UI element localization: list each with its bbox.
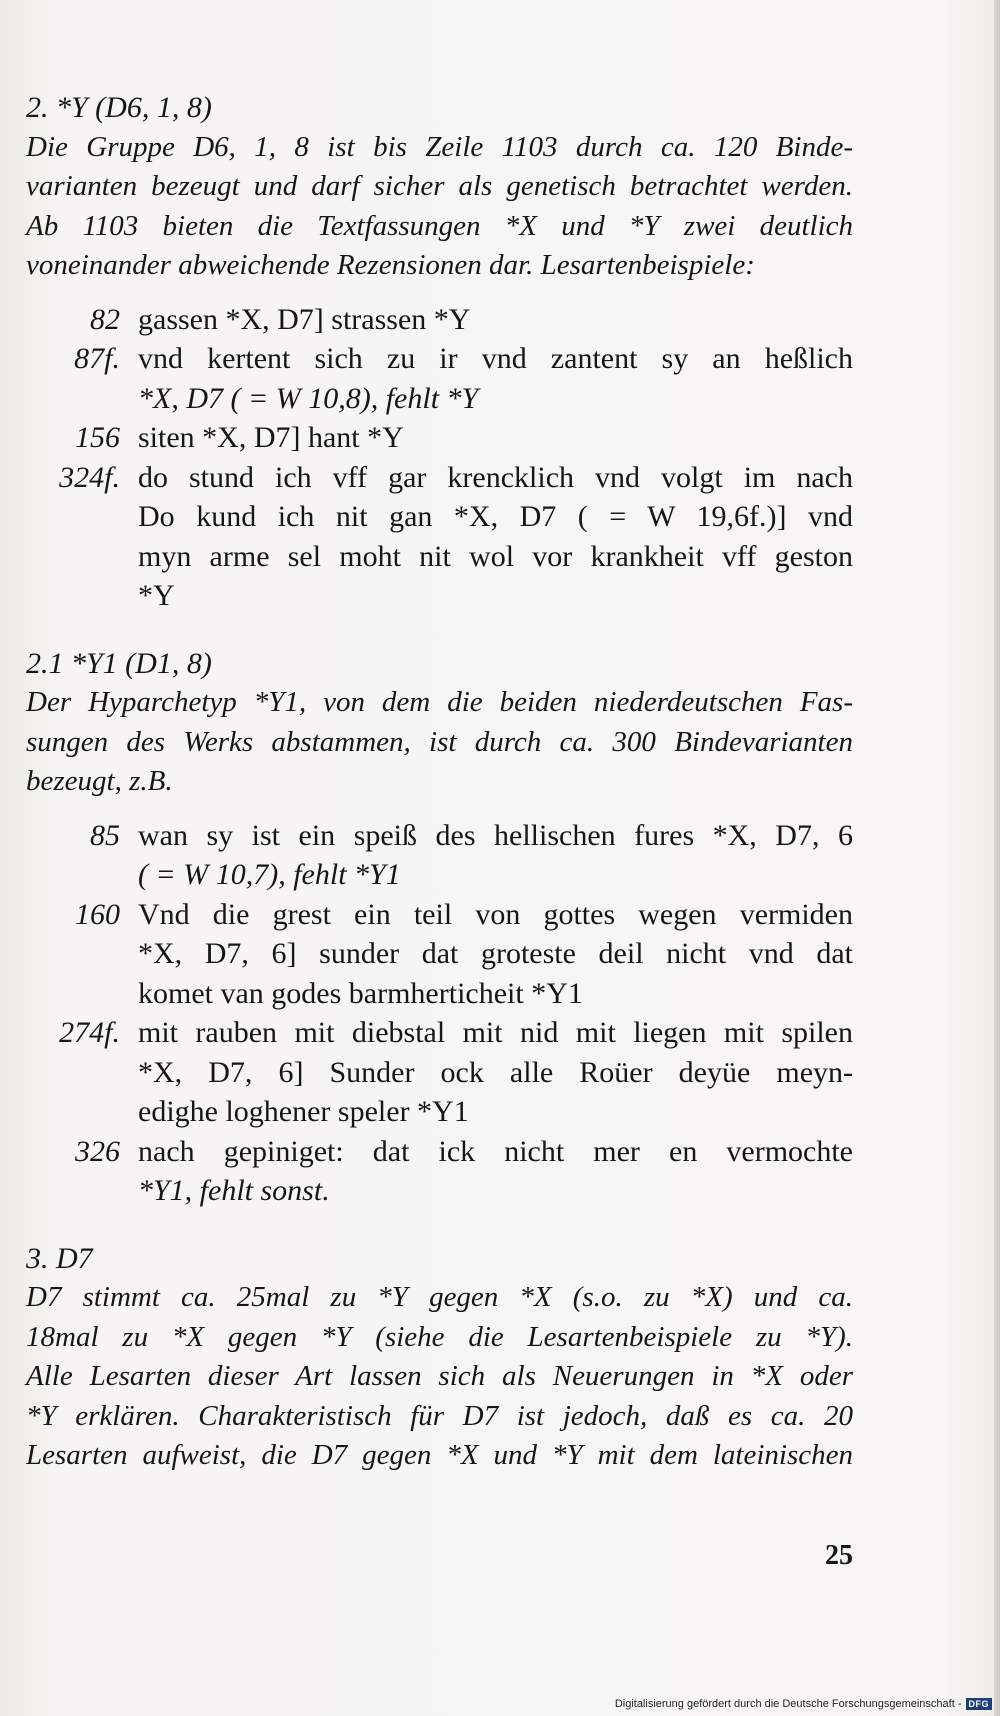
variant-text: *Y [138,579,175,612]
paragraph-line: bezeugt, z.B. [26,765,173,797]
variant-text: wan sy ist ein speiß des hellischen fures *X, D7, 6 [138,818,853,852]
paragraph-line: sungen des Werks abstammen, ist durch ca. 300 Bindevarianten [26,725,853,758]
variant-text: mit rauben mit diebstal mit nid mit liegen mit spilen [138,1016,853,1049]
variant-text: do stund ich vff gar krencklich vnd volgt im nach [138,460,853,494]
page-number: 25 [825,1540,853,1571]
section-heading-3: 3. D7 [26,1241,93,1275]
variant-entry [26,1132,853,1211]
variant-text: Do kund ich nit gan *X, D7 ( = W 19,6f.)] vnd [138,500,853,533]
variant-text: Vnd die grest ein teil von gottes wegen vermiden [138,897,853,931]
variant-entry [26,895,853,1014]
paragraph-line: varianten bezeugt und darf sicher als genetisch betrachtet werden. [26,170,853,202]
variant-text: siten *X, D7] hant *Y [138,421,404,454]
section-2-1-paragraph [26,683,853,802]
variant-entry [26,816,853,895]
variant-list-2 [26,300,853,616]
line-number: 156 [75,421,120,454]
variant-entry [26,1013,853,1132]
page-edge [994,0,1000,1716]
variant-text: myn arme sel moht nit wol vor krankheit vff geston [138,539,853,573]
line-number: 82 [90,302,120,336]
variant-entry [26,300,853,340]
paragraph-line: 18mal zu *X gegen *Y (siehe die Lesartenbeispiele zu *Y). [26,1320,853,1353]
variant-text: *Y1, fehlt sonst. [138,1174,330,1207]
variant-text: edighe loghener speler *Y1 [138,1095,469,1128]
section-heading-2: 2. *Y (D6, 1, 8) [26,91,212,124]
paragraph-line: D7 stimmt ca. 25mal zu *Y gegen *X (s.o. zu *X) und ca. [26,1281,853,1313]
variant-text: gassen *X, D7] strassen *Y [138,302,471,336]
variant-text: *X, D7, 6] sunder dat groteste deil nicht vnd dat [138,937,853,970]
line-number: 85 [90,818,120,852]
paragraph-line: Alle Lesarten dieser Art lassen sich als Neuerungen in *X oder [26,1360,853,1392]
line-number: 87f. [74,342,120,375]
paragraph-line: voneinander abweichende Rezensionen dar. Lesartenbeispiele: [26,249,755,281]
paragraph-line: Lesarten aufweist, die D7 gegen *X und *Y mit dem lateinischen [26,1439,853,1471]
line-number: 324f. [59,460,120,494]
paragraph-line: *Y erklären. Charakteristisch für D7 ist jedoch, daß es ca. 20 [26,1399,853,1432]
variant-text: komet van godes barmherticheit *Y1 [138,976,583,1010]
page-content [26,88,853,1476]
variant-list-2-1 [26,816,853,1211]
paragraph-line: Der Hyparchetyp *Y1, von dem die beiden niederdeutschen Fas- [26,686,853,718]
variant-entry [26,418,853,458]
section-2-paragraph [26,128,853,286]
footer-text: Digitalisierung gefördert durch die Deutsche Forschungsgemeinschaft - [614,1698,962,1710]
digitization-footer [615,1698,992,1710]
paragraph-line: Die Gruppe D6, 1, 8 ist bis Zeile 1103 durch ca. 120 Binde- [26,130,853,163]
variant-text: ( = W 10,7), fehlt *Y1 [138,858,401,891]
section-heading-2-1: 2.1 *Y1 (D1, 8) [26,646,212,680]
variant-text: *X, D7, 6] Sunder ock alle Roüer deyüe meyn- [138,1055,853,1089]
line-number: 160 [75,897,120,931]
line-number: 326 [75,1134,120,1168]
variant-text: *X, D7 ( = W 10,8), fehlt *Y [138,381,479,415]
paragraph-line: Ab 1103 bieten die Textfassungen *X und *Y zwei deutlich [26,209,853,242]
variant-entry [26,458,853,616]
variant-entry [26,339,853,418]
variant-text: nach gepiniget: dat ick nicht mer en vermochte [138,1134,853,1168]
section-3-paragraph [26,1278,853,1476]
variant-text: vnd kertent sich zu ir vnd zantent sy an heßlich [138,342,853,375]
dfg-logo: DFG [966,1698,993,1710]
line-number: 274f. [59,1016,120,1049]
